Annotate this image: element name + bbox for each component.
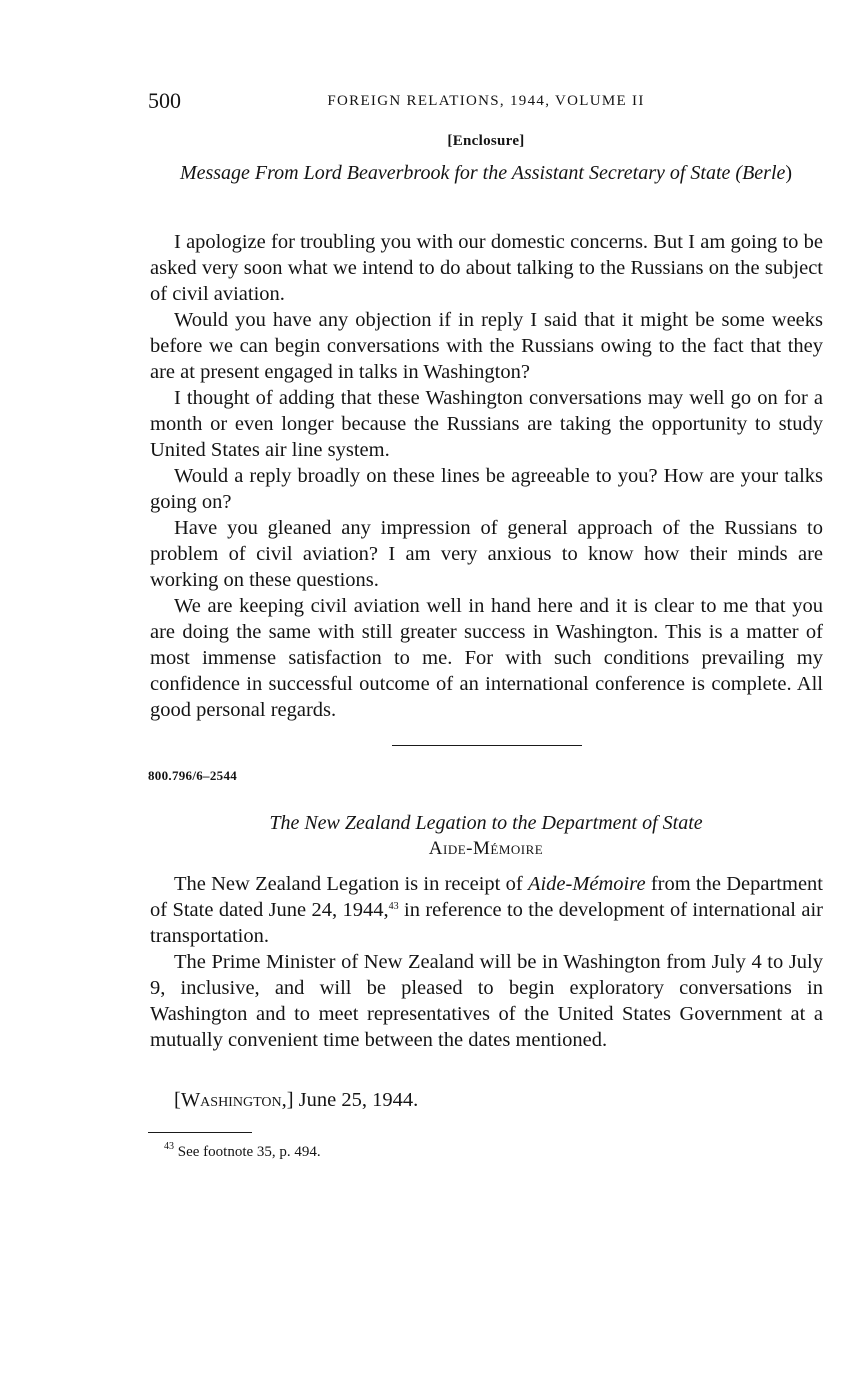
footnote-reference: 43: [388, 901, 399, 912]
enclosure-label: [Enclosure]: [447, 133, 525, 149]
message-title-name: Berle: [742, 162, 786, 184]
footnote-text: See footnote 35, p. 494.: [177, 1144, 321, 1160]
aide-p1-italic: Aide-Mémoire: [527, 873, 646, 895]
aide-memoire-paragraph: The Prime Minister of New Zealand will be in Washington from July 4 to July 9, inclusive, and will be pleased to begin exploratory conversations in Washington and to meet representatives of the United States Government at a mutually convenient time between the dates mentioned.: [150, 951, 823, 1051]
date: June 25, 1944.: [298, 1089, 419, 1111]
message-paragraph: We are keeping civil aviation well in hand here and it is clear to me that you are doing the same with still greater success in Washington. This is a matter of most immense satisfaction to me. For with such conditions prevailing my confidence in successful outcome of an international conference is complete. All good personal regards.: [150, 595, 823, 721]
file-number: 800.796/6–2544: [148, 768, 238, 783]
aide-memoire-body: [150, 871, 823, 1053]
place: [Washington,]: [174, 1089, 294, 1111]
message-title-close: ): [785, 162, 793, 184]
message-paragraph: Would a reply broadly on these lines be agreeable to you? How are your talks going on?: [150, 465, 823, 513]
message-title-text: Message From Lord Beaverbrook for the Assistant Secretary of State (: [179, 162, 743, 184]
message-paragraph: I apologize for troubling you with our domestic concerns. But I am going to be asked very soon what we intend to do about talking to the Russians on the subject of civil aviation.: [150, 231, 823, 305]
footnote-divider: [148, 1132, 252, 1133]
aide-memoire-title: The New Zealand Legation to the Department of State: [269, 812, 703, 834]
page-number: 500: [148, 88, 181, 113]
aide-p1-middle: from the Department of State dated June 24, 1944,: [150, 873, 823, 921]
running-head: [148, 88, 824, 116]
aide-memoire-heading: Aide-Mémoire: [428, 838, 544, 859]
aide-p1-after: in reference to the development of international air transportation.: [150, 899, 823, 947]
place-and-date: [174, 1087, 418, 1113]
message-title: [160, 160, 812, 186]
footnote: [164, 1142, 321, 1162]
aide-memoire-paragraph: [150, 871, 823, 949]
message-paragraph: Would you have any objection if in reply I said that it might be some weeks before we can begin conversations with the Russians owing to the fact that they are at present engaged in talks in Washington?: [150, 309, 823, 383]
message-paragraph: Have you gleaned any impression of general approach of the Russians to problem of civil aviation? I am very anxious to know how their minds are working on these questions.: [150, 517, 823, 591]
message-paragraph: I thought of adding that these Washington conversations may well go on for a month or even longer because the Russians are taking the opportunity to study United States air line system.: [150, 387, 823, 461]
running-title: FOREIGN RELATIONS, 1944, VOLUME II: [327, 93, 645, 109]
footnote-number: 43: [164, 1141, 174, 1152]
message-body: [150, 229, 823, 723]
aide-p1-before: The New Zealand Legation is in receipt of: [174, 873, 528, 895]
section-divider: [392, 745, 582, 746]
